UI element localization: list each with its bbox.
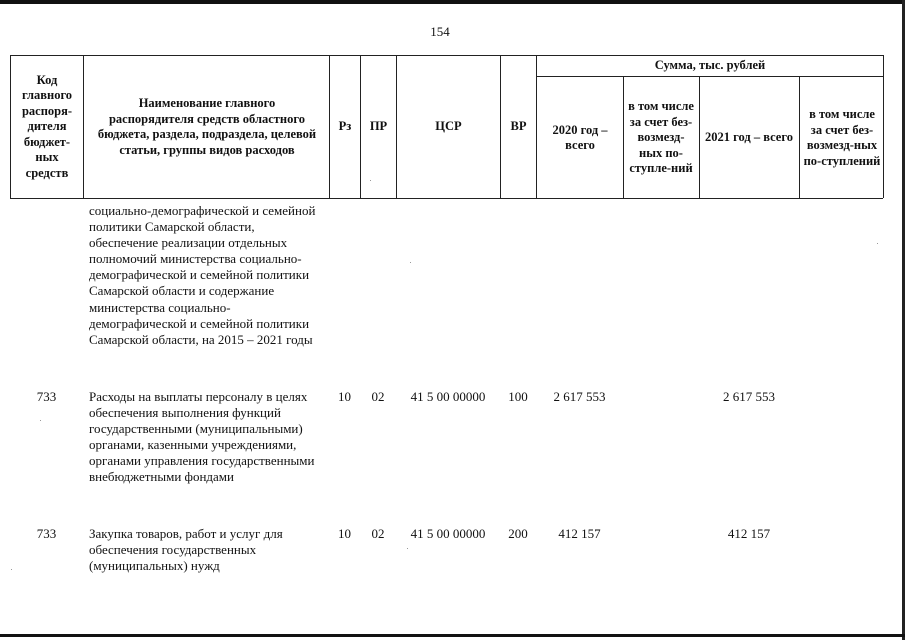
row-vr: 200	[508, 526, 528, 541]
row-rz: 10	[338, 389, 351, 404]
scan-speck	[11, 569, 12, 570]
scan-speck	[877, 243, 878, 244]
row-2020-total: 412 157	[558, 526, 601, 541]
row-code: 733	[36, 389, 57, 404]
row-pr: 02	[371, 526, 385, 541]
row-name: Расходы на выплаты персоналу в целях обеспечения выполнения функций государственными (муниципальными) органами, казенными учреждениями, органами управления государственными внебюджетными фондами	[89, 389, 315, 485]
row-rz: 10	[338, 526, 351, 541]
col-divider	[83, 55, 84, 198]
col-divider	[699, 76, 700, 198]
header-csr: ЦСР	[435, 119, 462, 134]
scan-speck	[407, 548, 408, 549]
row-2021-total: 412 157	[727, 526, 771, 541]
col-divider	[883, 55, 884, 198]
header-vr: ВР	[510, 119, 527, 134]
header-2020-total: 2020 год – всего	[552, 122, 608, 152]
header-sum-group: Сумма, тыс. рублей	[654, 58, 766, 73]
continuation-text: социально-демографической и семейной политики Самарской области, обеспечение реализации отдельных полномочий министерства социально-демографической и семейной политики Самарской области и содержание министерства социально-демографической и семейной политики Самарской области, на 2015 – 2021 годы	[89, 203, 316, 347]
header-rz: Рз	[338, 119, 352, 134]
header-bottom-rule	[10, 198, 883, 199]
sum-group-rule	[536, 76, 883, 77]
header-pr: ПР	[369, 119, 388, 134]
page-number: 154	[430, 24, 450, 39]
col-divider	[10, 55, 11, 198]
col-divider	[536, 55, 537, 198]
row-2020-total: 2 617 553	[553, 389, 606, 404]
col-divider	[799, 76, 800, 198]
row-vr: 100	[508, 389, 528, 404]
row-code: 733	[36, 526, 57, 541]
header-2021-gratuitous: в том числе за счет без-возмезд-ных по-ступлений	[803, 107, 881, 168]
page-top-border	[0, 0, 905, 4]
scan-speck	[370, 180, 371, 181]
row-pr: 02	[371, 389, 385, 404]
scan-speck	[410, 262, 411, 263]
header-2020-gratuitous: в том числе за счет без-возмезд-ных по-ступле-ний	[628, 99, 694, 176]
header-2021-total: 2021 год – всего	[705, 130, 793, 145]
row-csr: 41 5 00 00000	[410, 389, 486, 404]
col-divider	[623, 76, 624, 198]
row-2021-total: 2 617 553	[723, 389, 775, 404]
row-csr: 41 5 00 00000	[410, 526, 486, 541]
row-name: Закупка товаров, работ и услуг для обеспечения государственных (муниципальных) нужд	[89, 526, 283, 574]
page-bottom-border	[0, 634, 905, 637]
header-name: Наименование главного распорядителя средств областного бюджета, раздела, подраздела, целевой статьи, группы видов расходов	[97, 96, 317, 157]
header-code: Код главного распоря-дителя бюджет-ных средств	[21, 72, 73, 180]
scan-speck	[40, 420, 41, 421]
